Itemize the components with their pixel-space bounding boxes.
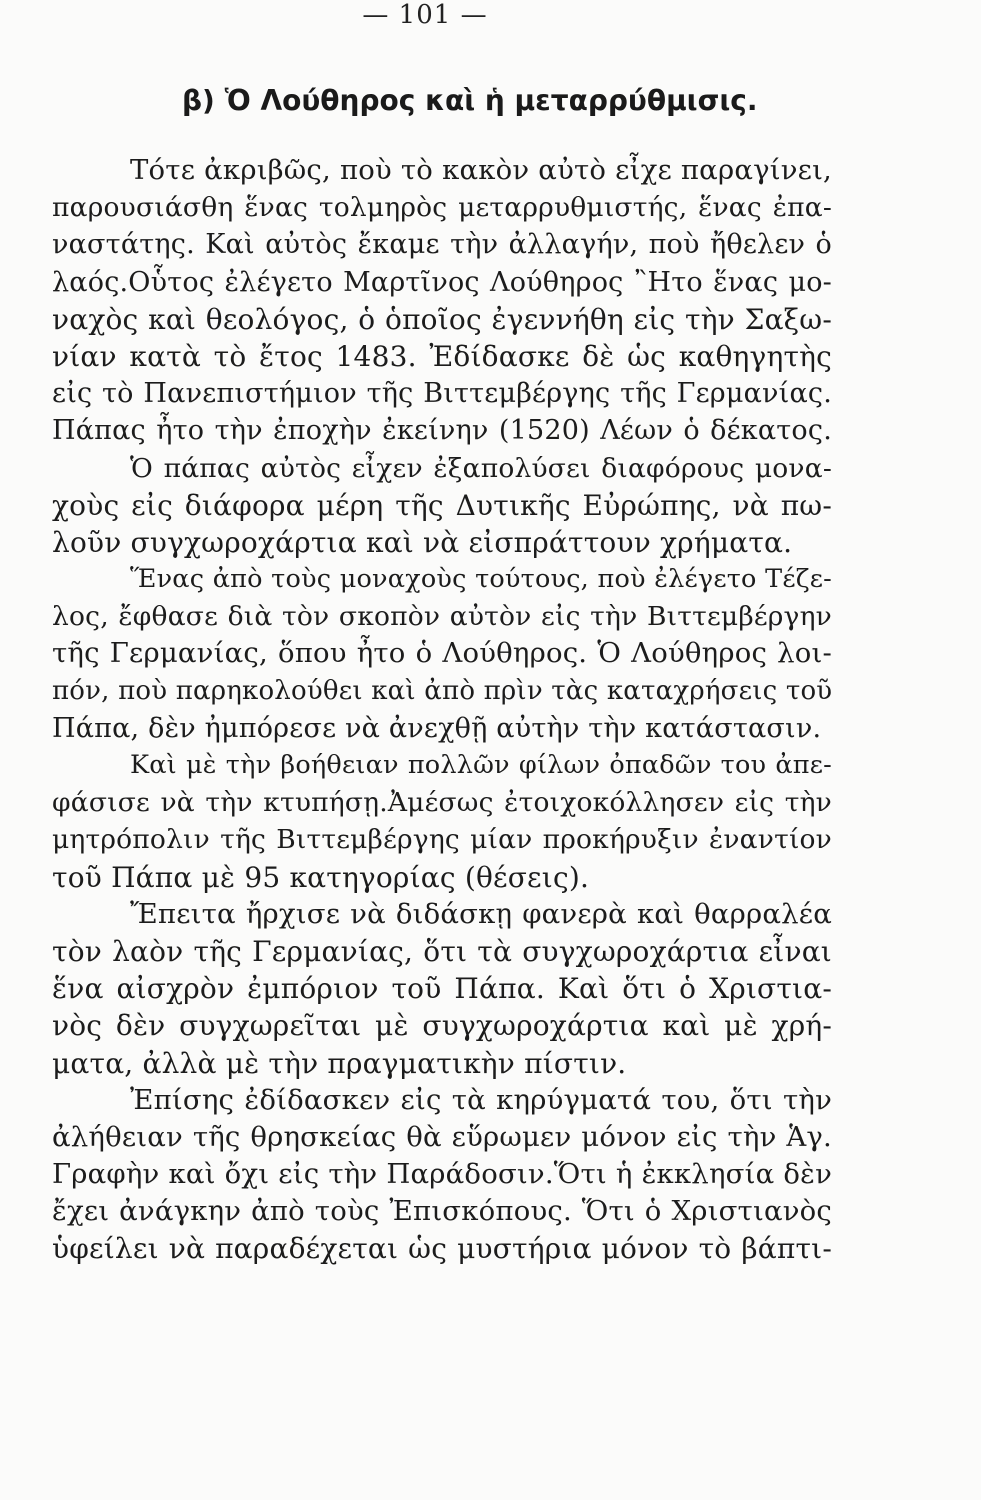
text-line: Πάπας ἦτο τὴν ἐποχὴν ἐκείνην (1520) Λέων ὁ δέκατος.: [52, 415, 832, 447]
page-number: — 101 —: [362, 0, 488, 30]
body-text: [52, 152, 832, 1268]
text-line: Ἔπειτα ἤρχισε νὰ διδάσκῃ φανερὰ καὶ θαρραλέα: [130, 897, 832, 930]
text-line: Τότε ἀκριβῶς, ποὺ τὸ κακὸν αὐτὸ εἶχε παραγίνει,: [130, 154, 832, 186]
text-line: χοὺς εἰς διάφορα μέρη τῆς Δυτικῆς Εὐρώπης, νὰ πω-: [52, 488, 832, 522]
text-line: τὸν λαὸν τῆς Γερμανίας, ὅτι τὰ συγχωροχάρτια εἶναι: [52, 934, 832, 968]
text-line: νίαν κατὰ τὸ ἔτος 1483. Ἐδίδασκε δὲ ὡς καθηγητὴς: [52, 339, 832, 373]
text-line: λαός.Οὗτος ἐλέγετο Μαρτῖνος Λούθηρος ῍Ητο ἕνας μο-: [52, 266, 832, 298]
text-line: Ὁ πάπας αὐτὸς εἶχεν ἐξαπολύσει διαφόρους μονα-: [130, 452, 832, 484]
text-line: ἀλήθειαν τῆς θρησκείας θὰ εὕρωμεν μόνον εἰς τὴν Ἁγ.: [52, 1120, 832, 1153]
text-line: ναστάτης. Καὶ αὐτὸς ἔκαμε τὴν ἀλλαγήν, ποὺ ἤθελεν ὁ: [52, 229, 832, 261]
text-line: παρουσιάσθη ἕνας τολμηρὸς μεταρρυθμιστής, ἕνας ἐπα-: [52, 192, 832, 224]
text-line: ναχὸς καὶ θεολόγος, ὁ ὁποῖος ἐγεννήθη εἰς τὴν Σαξω-: [52, 302, 832, 336]
text-line: Ἐπίσης ἐδίδασκεν εἰς τὰ κηρύγματά του, ὅτι τὴν: [130, 1083, 832, 1116]
text-line: λοῦν συγχωροχάρτια καὶ νὰ εἰσπράττουν χρήματα.: [52, 525, 793, 559]
text-line: Γραφὴν καὶ ὄχι εἰς τὴν Παράδοσιν.Ὅτι ἡ ἐκκλησία δὲν: [52, 1158, 832, 1191]
text-line: ὑφείλει νὰ παραδέχεται ὡς μυστήρια μόνον τὸ βάπτι-: [52, 1232, 832, 1266]
text-line: ἕνα αἰσχρὸν ἐμπόριον τοῦ Πάπα. Καὶ ὅτι ὁ Χριστια-: [52, 972, 832, 1006]
text-line: Καὶ μὲ τὴν βοήθειαν πολλῶν φίλων ὀπαδῶν του ἀπε-: [130, 750, 832, 780]
text-line: μητρόπολιν τῆς Βιττεμβέργης μίαν προκήρυξιν ἐναντίον: [52, 824, 832, 856]
text-line: ἔχει ἀνάγκην ἀπὸ τοὺς Ἐπισκόπους. Ὅτι ὁ Χριστιανὸς: [52, 1195, 832, 1228]
text-line: Πάπα, δὲν ἠμπόρεσε νὰ ἀνεχθῇ αὐτὴν τὴν κατάστασιν.: [52, 712, 822, 744]
text-line: ματα, ἀλλὰ μὲ τὴν πραγματικὴν πίστιν.: [52, 1046, 627, 1080]
section-heading: β) Ὁ Λούθηρος καὶ ἡ μεταρρύθμισις.: [182, 84, 758, 117]
text-line: τοῦ Πάπα μὲ 95 κατηγορίας (θέσεις).: [52, 860, 590, 894]
text-line: λος, ἔφθασε διὰ τὸν σκοπὸν αὐτὸν εἰς τὴν Βιττεμβέργην: [52, 601, 832, 633]
text-line: πόν, ποὺ παρηκολούθει καὶ ἀπὸ πρὶν τὰς καταχρήσεις τοῦ: [52, 675, 832, 706]
text-line: νὸς δὲν συγχωρεῖται μὲ συγχωροχάρτια καὶ μὲ χρή-: [52, 1009, 832, 1043]
text-line: τῆς Γερμανίας, ὅπου ἦτο ὁ Λούθηρος. Ὁ Λούθηρος λοι-: [52, 637, 832, 670]
text-line: φάσισε νὰ τὴν κτυπήσῃ.Ἀμέσως ἐτοιχοκόλλησεν εἰς τὴν: [52, 787, 832, 819]
text-line: Ἕνας ἀπὸ τοὺς μοναχοὺς τούτους, ποὺ ἐλέγετο Τέζε-: [130, 564, 832, 595]
text-line: εἰς τὸ Πανεπιστήμιον τῆς Βιττεμβέργης τῆς Γερμανίας.: [52, 378, 832, 410]
